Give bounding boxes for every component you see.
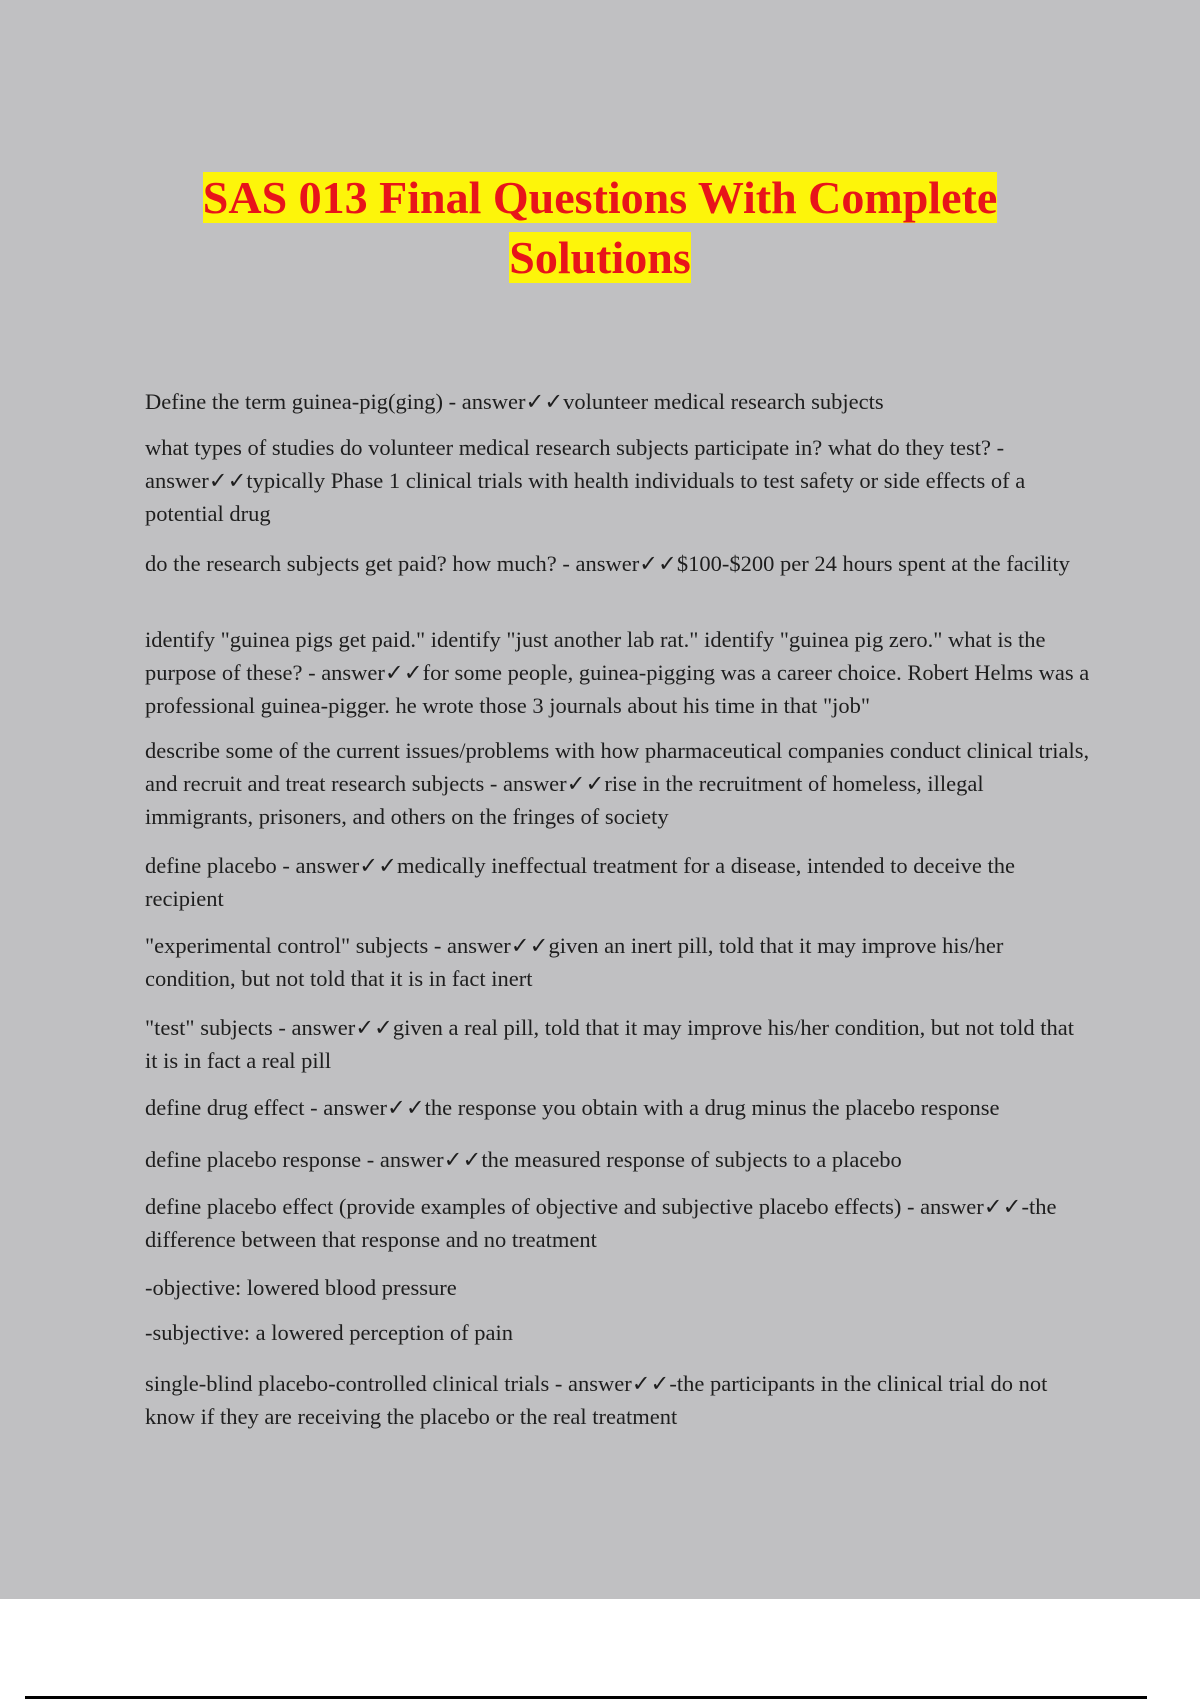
title-line-1: SAS 013 Final Questions With Complete — [202, 172, 998, 223]
qa-item: do the research subjects get paid? how much? - answer✓✓$100-$200 per 24 hours spent at the facility — [145, 551, 1070, 576]
page-divider — [25, 1696, 1147, 1699]
qa-item: define placebo response - answer✓✓the measured response of subjects to a placebo — [145, 1147, 902, 1172]
qa-item: "test" subjects - answer✓✓given a real pill, told that it may improve his/her condition, but not told that it is in fact a real pill — [145, 1015, 1075, 1073]
qa-item: define placebo - answer✓✓medically ineffectual treatment for a disease, intended to deceive the recipient — [145, 853, 1016, 911]
qa-item: -subjective: a lowered perception of pain — [145, 1320, 513, 1345]
qa-item: identify "guinea pigs get paid." identify "just another lab rat." identify "guinea pig zero." what is the purpose of these? - answer✓✓for some people, guinea-pigging was a career choice. Robert Helms was a professional guinea-pigger. he wrote those 3 journals about his time in that "job" — [145, 627, 1090, 718]
qa-item: define drug effect - answer✓✓the response you obtain with a drug minus the placebo response — [145, 1095, 1000, 1120]
title-line-2: Solutions — [509, 232, 691, 283]
qa-item: -objective: lowered blood pressure — [145, 1275, 457, 1300]
qa-item: define placebo effect (provide examples of objective and subjective placebo effects) - answer✓✓-the difference between that response and no treatment — [145, 1194, 1057, 1252]
qa-item: describe some of the current issues/problems with how pharmaceutical companies conduct clinical trials, and recruit and treat research subjects - answer✓✓rise in the recruitment of homeless, illegal immigrants, prisoners, and others on the fringes of society — [145, 738, 1090, 829]
document-title — [0, 168, 1200, 288]
qa-item: "experimental control" subjects - answer✓✓given an inert pill, told that it may improve his/her condition, but not told that it is in fact inert — [145, 933, 1004, 991]
qa-item: Define the term guinea-pig(ging) - answer✓✓volunteer medical research subjects — [145, 389, 884, 414]
qa-item: single-blind placebo-controlled clinical trials - answer✓✓-the participants in the clinical trial do not know if they are receiving the placebo or the real treatment — [145, 1371, 1048, 1429]
qa-item: what types of studies do volunteer medical research subjects participate in? what do they test? - answer✓✓typically Phase 1 clinical trials with health individuals to test safety or side effects of a potential drug — [145, 435, 1026, 526]
